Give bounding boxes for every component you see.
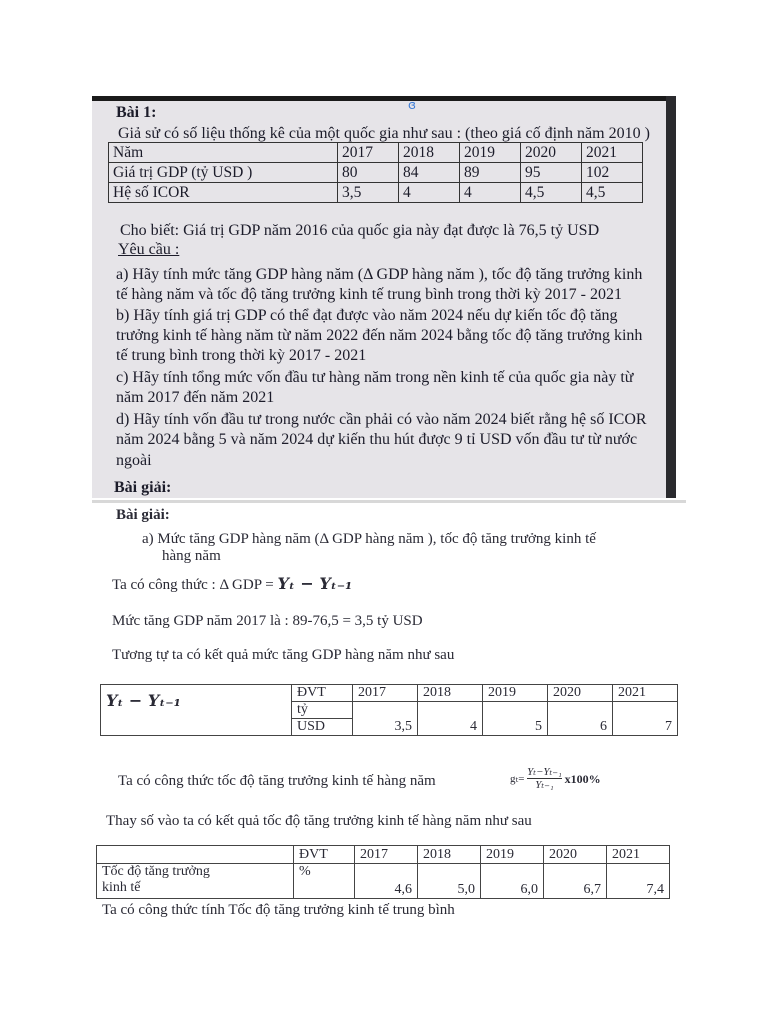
table-row xyxy=(101,685,678,702)
table-cell: 3,5 xyxy=(338,183,399,203)
exercise-photo xyxy=(92,96,676,498)
requirement-a-line: a) Hãy tính mức tăng GDP hàng năm (Δ GDP hàng năm ), tốc độ tăng trưởng kinh xyxy=(116,266,643,283)
requirement-d-line: năm 2024 bằng 5 và năm 2024 dự kiến thu hút được 9 tỉ USD vốn đầu tư từ nước xyxy=(116,431,638,448)
requirement-c-line: năm 2017 đến năm 2021 xyxy=(116,389,275,406)
solution-photo xyxy=(92,500,686,922)
table-year: 2020 xyxy=(548,685,613,702)
table-cell: 102 xyxy=(582,163,643,183)
table-cell: 89 xyxy=(460,163,521,183)
exercise-title: Bài 1: xyxy=(116,104,157,121)
data-table xyxy=(108,142,643,203)
growth-label-line: kinh tế xyxy=(102,880,141,895)
table-cell: 7 xyxy=(613,702,678,736)
table-cell: 4 xyxy=(418,702,483,736)
table-row xyxy=(97,864,670,899)
table-cell: 4,5 xyxy=(521,183,582,203)
delta-formula: Yₜ − Yₜ₋₁ xyxy=(277,574,353,593)
growth-formula xyxy=(510,766,601,791)
requirement-b-line: tế trung bình trong thời kỳ 2017 - 2021 xyxy=(116,347,367,364)
growth-label xyxy=(97,864,294,899)
solution-label: Bài giải: xyxy=(114,479,172,496)
table-year: 2017 xyxy=(353,685,418,702)
growth-numerator: Yₜ−Yₜ₋₁ xyxy=(527,766,562,778)
delta-gdp-table xyxy=(100,684,678,736)
table-row xyxy=(97,846,670,864)
table-cell: 84 xyxy=(399,163,460,183)
table-year: 2020 xyxy=(544,846,607,864)
table-year: 2020 xyxy=(521,143,582,163)
requirement-b-line: b) Hãy tính giá trị GDP có thể đạt được vào năm 2024 nếu dự kiến tốc độ tăng xyxy=(116,307,618,324)
table-year: 2019 xyxy=(483,685,548,702)
table-cell: 4 xyxy=(460,183,521,203)
row-label: Hệ số ICOR xyxy=(109,183,338,203)
requirements-label: Yêu cầu : xyxy=(118,241,180,258)
requirement-d-line: ngoài xyxy=(116,452,152,469)
unit-line: tỷ xyxy=(292,702,353,719)
table-cell: 4 xyxy=(399,183,460,203)
growth-formula-intro: Ta có công thức tốc độ tăng trưởng kinh tế hàng năm xyxy=(118,773,436,789)
table-cell: 7,4 xyxy=(607,864,670,899)
table-cell: 6,0 xyxy=(481,864,544,899)
table-year: 2021 xyxy=(607,846,670,864)
photo-edge xyxy=(92,96,676,101)
table-year: 2019 xyxy=(481,846,544,864)
table-cell: 4,5 xyxy=(582,183,643,203)
growth-unit: % xyxy=(294,864,355,899)
table-year: 2021 xyxy=(613,685,678,702)
growth-fraction xyxy=(527,766,562,791)
unit-header: ĐVT xyxy=(292,685,353,702)
exercise-intro: Giả sử có số liệu thống kê của một quốc gia như sau : (theo giá cố định năm 2010 ) xyxy=(118,125,650,142)
requirement-d-line: d) Hãy tính vốn đầu tư trong nước cần phải có vào năm 2024 biết rằng hệ số ICOR xyxy=(116,411,647,428)
unit-line: USD xyxy=(292,719,353,736)
example-2017: Mức tăng GDP năm 2017 là : 89-76,5 = 3,5 tỷ USD xyxy=(112,613,423,629)
table-year: 2018 xyxy=(399,143,460,163)
table-year: 2017 xyxy=(355,846,418,864)
table-cell: 6,7 xyxy=(544,864,607,899)
table-header-label: Năm xyxy=(109,143,338,163)
pen-mark-icon: ɞ xyxy=(408,98,416,112)
table-year: 2017 xyxy=(338,143,399,163)
requirement-b-line: trưởng kinh tế hàng năm từ năm 2022 đến năm 2024 bằng tốc độ tăng trưởng kinh xyxy=(116,327,643,344)
table-cell: 95 xyxy=(521,163,582,183)
similar-note: Tương tự ta có kết quả mức tăng GDP hàng năm như sau xyxy=(112,647,455,663)
table-cell: 6 xyxy=(548,702,613,736)
table-year: 2018 xyxy=(418,846,481,864)
photo-edge-shadow xyxy=(666,96,676,498)
table-cell: 3,5 xyxy=(353,702,418,736)
photo-edge xyxy=(92,500,686,503)
table-header-empty xyxy=(97,846,294,864)
growth-denominator: Yₜ₋₁ xyxy=(535,779,554,791)
substitute-note: Thay số vào ta có kết quả tốc độ tăng trưởng kinh tế hàng năm như sau xyxy=(106,813,532,829)
table-year: 2018 xyxy=(418,685,483,702)
avg-formula-intro: Ta có công thức tính Tốc độ tăng trưởng kinh tế trung bình xyxy=(102,902,455,918)
growth-rate-table xyxy=(96,845,670,899)
table-cell: 4,6 xyxy=(355,864,418,899)
row-label: Giá trị GDP (tỷ USD ) xyxy=(109,163,338,183)
solution-title: Bài giải: xyxy=(116,507,170,523)
growth-label-line: Tốc độ tăng trưởng xyxy=(102,864,210,879)
requirement-c-line: c) Hãy tính tổng mức vốn đầu tư hàng năm trong nền kinh tế của quốc gia này từ xyxy=(116,369,634,386)
table-cell: 80 xyxy=(338,163,399,183)
table-cell: 5,0 xyxy=(418,864,481,899)
delta-label: Yₜ − Yₜ₋₁ xyxy=(101,685,292,736)
table-row xyxy=(109,143,643,163)
table-cell: 5 xyxy=(483,702,548,736)
unit-header: ĐVT xyxy=(294,846,355,864)
table-year: 2019 xyxy=(460,143,521,163)
growth-formula-tail: x100% xyxy=(564,771,601,786)
part-a-heading: a) Mức tăng GDP hàng năm (Δ GDP hàng năm ), tốc độ tăng trưởng kinh tế xyxy=(142,531,596,547)
table-row xyxy=(109,183,643,203)
growth-formula-lhs: gₜ= xyxy=(510,772,525,785)
formula-line xyxy=(112,575,352,594)
part-a-heading: hàng năm xyxy=(162,548,221,564)
formula-intro: Ta có công thức : Δ GDP = xyxy=(112,577,274,593)
given-info: Cho biết: Giá trị GDP năm 2016 của quốc gia này đạt được là 76,5 tỷ USD xyxy=(120,222,600,239)
requirement-a-line: tế hàng năm và tốc độ tăng trưởng kinh tế trung bình trong thời kỳ 2017 - 2021 xyxy=(116,286,622,303)
table-year: 2021 xyxy=(582,143,643,163)
table-row xyxy=(109,163,643,183)
